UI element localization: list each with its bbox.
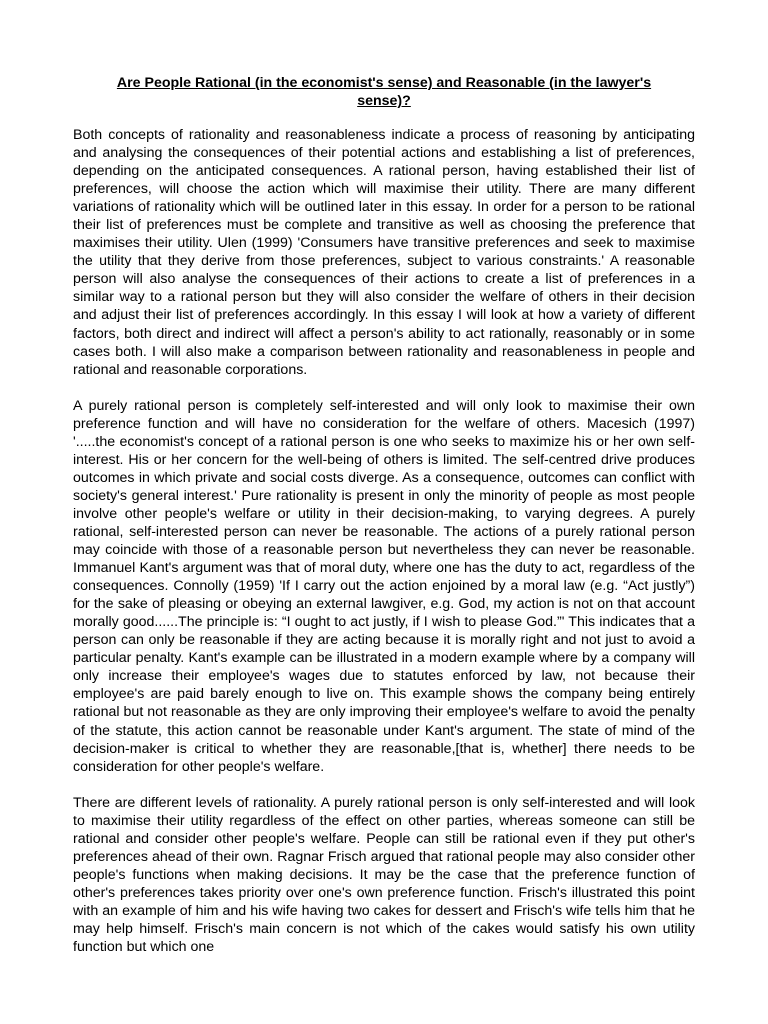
document-title: Are People Rational (in the economist's sense) and Reasonable (in the lawyer's sense)? bbox=[116, 75, 652, 109]
paragraph-2: A purely rational person is completely self-interested and will only look to maximise their own preference function and will have no consideration for the welfare of others. Macesich (1997) '.....the economist's concept of a rational person is one who seeks to maximize his or her own self-interest. His or her concern for the well-being of others is limited. The self-centred drive produces outcomes in which private and social costs diverge. As a consequence, outcomes can conflict with society's general interest.' Pure rationality is present in only the minority of people as most people involve other people's welfare or utility in their decision-making, to varying degrees. A purely rational, self-interested person can never be reasonable. The actions of a purely rational person may coincide with those of a reasonable person but nevertheless they can never be reasonable. Immanuel Kant's argument was that of moral duty, where one has the duty to act, regardless of the consequences. Connolly (1959) 'If I carry out the action enjoined by a moral law (e.g. “Act justly”) for the sake of pleasing or obeying an external lawgiver, e.g. God, my action is not on that account morally good......The principle is: “I ought to act justly, if I wish to please God.”' This indicates that a person can only be reasonable if they are acting because it is morally right and not just to avoid a particular penalty. Kant's example can be illustrated in a modern example where by a company will only increase their employee's wages due to statutes enforced by law, not because their employee's are paid barely enough to live on. This example shows the company being entirely rational but not reasonable as they are only improving their employee's welfare to avoid the penalty of the statute, this action cannot be reasonable under Kant's argument. The state of mind of the decision-maker is critical to whether they are reasonable,[that is, whether] there needs to be consideration for other people's welfare. bbox=[73, 397, 695, 775]
paragraph-1: Both concepts of rationality and reasonableness indicate a process of reasoning by anticipating and analysing the consequences of their potential actions and establishing a list of preferences, depending on the anticipated consequences. A rational person, having established their list of preferences, will choose the action which will maximise their utility. There are many different variations of rationality which will be outlined later in this essay. In order for a person to be rational their list of preferences must be complete and transitive as well as choosing the preference that maximises their utility. Ulen (1999) 'Consumers have transitive preferences and seek to maximise the utility that they derive from those preferences, subject to various constraints.' A reasonable person will also analyse the consequences of their actions to create a list of preferences in a similar way to a rational person but they will also consider the welfare of others in their decision and adjust their list of preferences accordingly. In this essay I will look at how a variety of different factors, both direct and indirect will affect a person's ability to act rationally, reasonably or in some cases both. I will also make a comparison between rationality and reasonableness in people and rational and reasonable corporations. bbox=[73, 127, 695, 378]
paragraph-3: There are different levels of rationality. A purely rational person is only self-interested and will look to maximise their utility regardless of the effect on other parties, whereas someone can still be rational and consider other people's welfare. People can still be rational even if they put other's preferences ahead of their own. Ragnar Frisch argued that rational people may also consider other people's functions when making decisions. It may be the case that the preference function of other's preferences takes priority over one's own preference function. Frisch's illustrated this point with an example of him and his wife having two cakes for dessert and Frisch's wife tells him that he may help himself. Frisch's main concern is not which of the cakes would satisfy his own utility function but which one bbox=[73, 794, 695, 956]
